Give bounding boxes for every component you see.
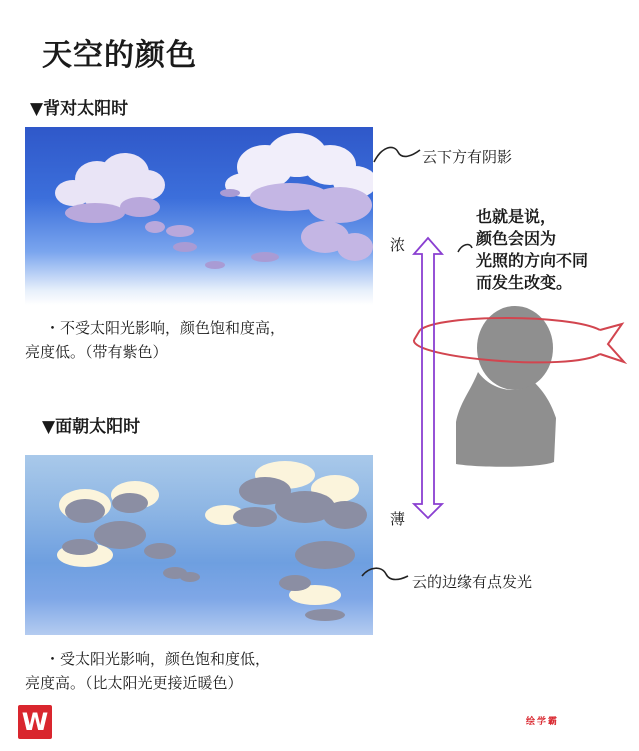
brand-name: 绘学霸 [526,717,560,727]
caption-back-line-1: ・不受太阳光影响，颜色饱和度高， [45,319,286,337]
label-cloud-edge-glow: 云的边缘有点发光 [412,573,533,591]
cloud-shapes-gray [25,455,373,635]
caption-front-line-1: ・受太阳光影响，颜色饱和度低， [45,650,271,668]
caption-back-to-sun [25,316,375,364]
vertical-double-arrow-icon [414,238,442,518]
explanation-line-3: 光照的方向不同 [476,251,589,270]
explanation-line-4: 而发生改变。 [476,273,573,292]
section-heading-facing-sun: ▼面朝太阳时 [42,417,141,437]
label-dense: 浓 [390,236,406,254]
brand-logo: W [18,705,52,739]
person-silhouette-icon [456,306,556,467]
label-cloud-shadow: 云下方有阴影 [422,148,513,166]
cloud-shapes-purple [25,127,373,305]
squiggle-pointer-glow [360,562,410,586]
squiggle-pointer-shadow [372,142,422,166]
caption-front-line-2: 亮度高。（比太阳光更接近暖色） [25,674,243,692]
sky-illustration-back-to-sun [25,127,373,305]
page-title: 天空的颜色 [42,38,197,73]
label-thin: 薄 [390,510,406,528]
sky-illustration-facing-sun [25,455,373,635]
caption-facing-sun [25,647,375,695]
section-heading-back-to-sun: ▼背对太阳时 [30,99,129,119]
explanation-line-2: 颜色会因为 [476,229,557,248]
direction-diagram [400,222,639,522]
caption-back-line-2: 亮度低。（带有紫色） [25,343,168,361]
explanation-line-1: 也就是说， [476,207,557,226]
